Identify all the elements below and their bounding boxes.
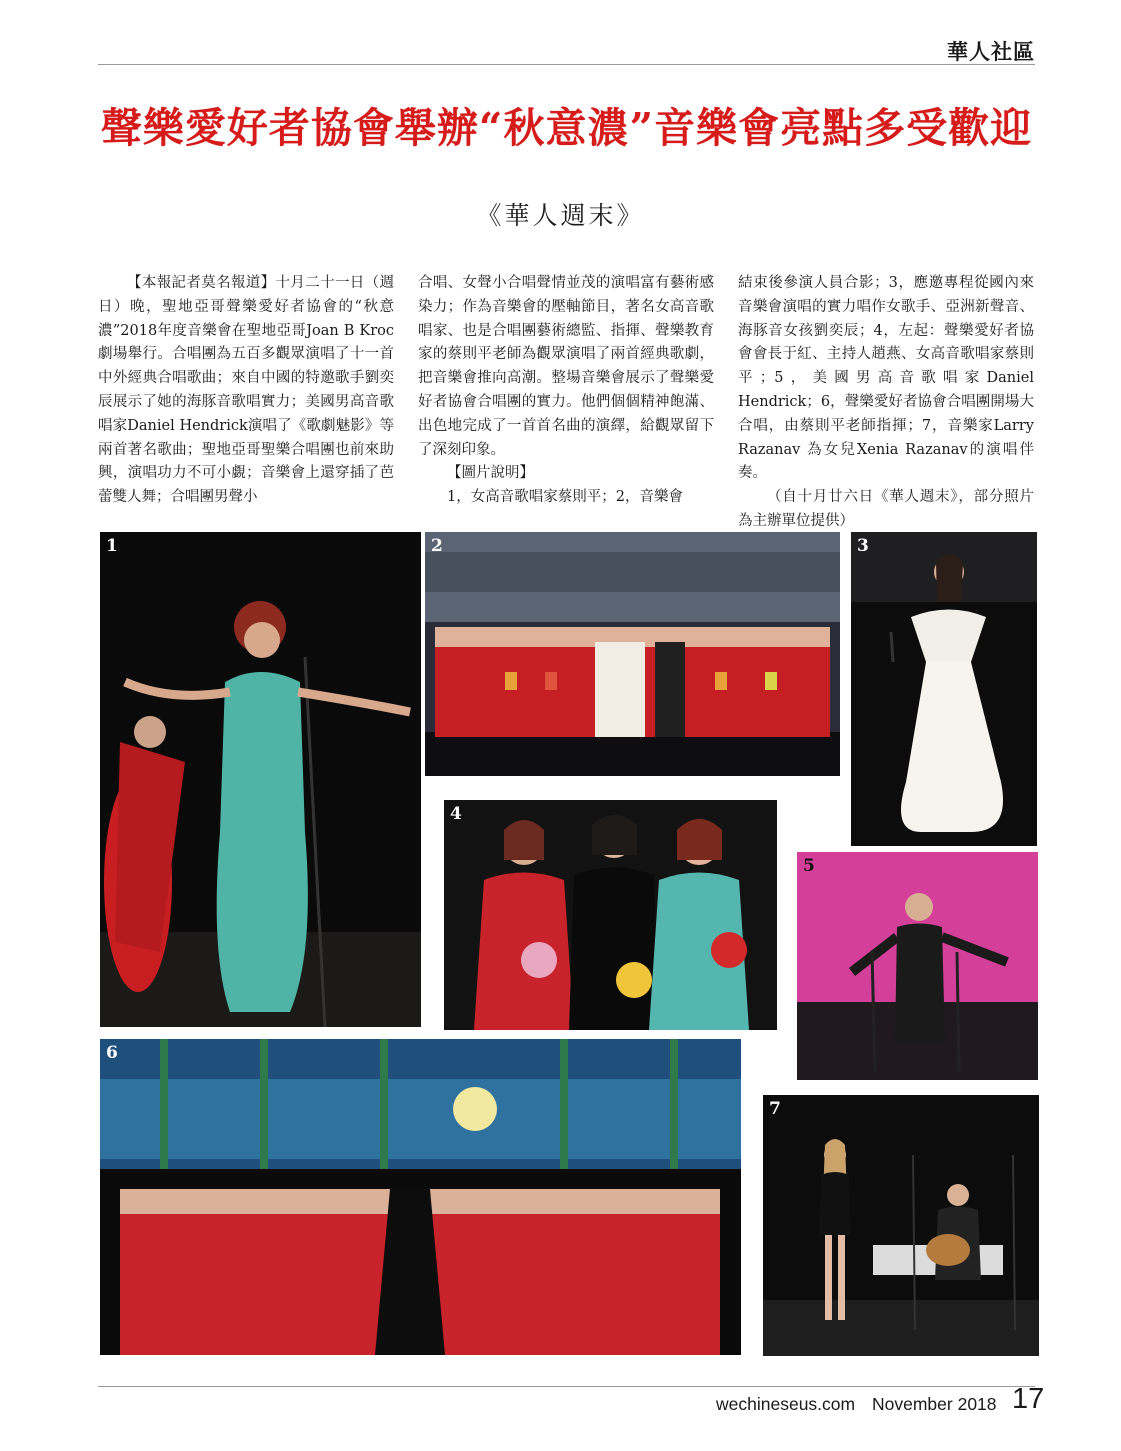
section-label: 華人社區: [947, 39, 1035, 64]
article-paragraph: 【本報記者莫名報道】十月二十一日（週日）晚，聖地亞哥聲樂愛好者協會的“秋意濃”2018年度音樂會在聖地亞哥Joan B Kroc 劇場舉行。合唱團為五百多觀眾演唱了十一首中外經典合唱歌曲；來自中國的特邀歌手劉奕辰展示了她的海豚音歌唱實力；美國男高音歌唱家Daniel Hendrick演唱了《歌劇魅影》等兩首著名歌曲；聖地亞哥聖樂合唱團也前來助興，演唱功力不可小覷；音樂會上還穿插了芭蕾雙人舞；合唱團男聲小: [98, 275, 394, 506]
caption-text: 結束後參演人員合影；3，應邀專程從國內來音樂會演唱的實力唱作女歌手、亞洲新聲音、海豚音女孩劉奕辰；4，左起：聲樂愛好者協會會長于紅、主持人趙燕、女高音歌唱家蔡則平；5，美國男高音歌唱家Daniel Hendrick；6，聲樂愛好者協會合唱團開場大合唱，由蔡則平老師指揮；7，音樂家Larry Razanav 為女兒Xenia Razanav的演唱伴奏。: [738, 275, 1034, 482]
article-column-3: [738, 272, 1034, 534]
caption-heading: 【圖片說明】: [447, 465, 534, 482]
photo-number: 7: [769, 1099, 781, 1119]
top-rule: [98, 64, 1035, 65]
photo-number: 6: [106, 1043, 118, 1063]
photo-number: 3: [857, 536, 869, 556]
photo-number: 5: [803, 856, 815, 876]
photo-2-group: [425, 532, 840, 776]
page-number: 17: [1012, 1383, 1045, 1415]
photo-6-choir: [100, 1039, 741, 1355]
photo-5-tenor: [797, 852, 1038, 1080]
footer-issue-date: November 2018: [872, 1394, 997, 1414]
photo-3-singer-white-dress: [851, 532, 1037, 846]
photo-7-singer-guitarist: [763, 1095, 1039, 1356]
caption-credit: （自十月廿六日《華人週末》，部分照片為主辦單位提供）: [738, 489, 1034, 529]
photo-number: 2: [431, 536, 443, 556]
photo-number: 1: [106, 536, 118, 556]
byline: 《華人週末》: [476, 201, 645, 230]
photo-number: 4: [450, 804, 462, 824]
caption-text: 1，女高音歌唱家蔡則平；2，音樂會: [447, 489, 683, 506]
photo-4-three-women: [444, 800, 777, 1030]
article-paragraph: 合唱、女聲小合唱聲情並茂的演唱富有藝術感染力；作為音樂會的壓軸節目，著名女高音歌唱家、也是合唱團藝術總監、指揮、聲樂教育家的蔡則平老師為觀眾演唱了兩首經典歌劇，把音樂會推向高潮。整場音樂會展示了聲樂愛好者協會合唱團的實力。他們個個精神飽滿、出色地完成了一首首名曲的演繹，給觀眾留下了深刻印象。: [418, 275, 714, 458]
article-column-1: [98, 272, 394, 510]
photo-1-soprano: [100, 532, 421, 1027]
headline: 聲樂愛好者協會舉辦“秋意濃”音樂會亮點多受歡迎: [100, 104, 1033, 152]
article-column-2: [418, 272, 714, 510]
footer-website: wechineseus.com: [716, 1394, 856, 1414]
bottom-rule: [98, 1386, 1035, 1387]
